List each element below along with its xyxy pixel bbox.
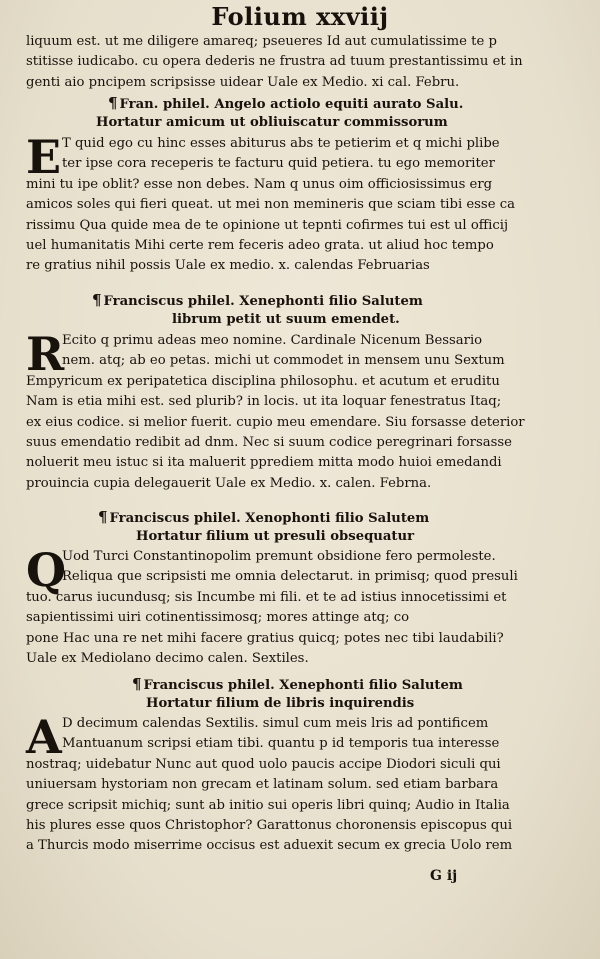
- signature-mark: G ij: [430, 868, 458, 884]
- letter-heading-2: [26, 290, 586, 331]
- salutation-text: Franciscus philel. Xenephonti filio Salutem: [103, 294, 423, 309]
- text-line: liquum est. ut me diligere amareq; pseueres Id aut cumulatissime te p: [26, 34, 497, 49]
- folio-header: Folium xxviij: [211, 2, 389, 31]
- salutation-text: Fran. philel. Angelo actiolo equiti aurato Salu.: [119, 97, 464, 112]
- salutation-text: Franciscus philel. Xenephonti filio Salutem: [143, 678, 463, 693]
- summary-line: Hortatur filium de libris inquirendis: [146, 696, 415, 712]
- summary-line: Hortatur amicum ut obliuiscatur commissorum: [96, 115, 448, 131]
- pilcrow-icon: ¶: [132, 675, 142, 693]
- initial-letter: Q: [26, 543, 67, 597]
- text-line: Uod Turci Constantinopolim premunt obsidione fero permoleste.: [62, 549, 496, 564]
- text-line: Uale ex Mediolano decimo calen. Sextiles.: [26, 650, 309, 666]
- text-line: T quid ego cu hinc esses abiturus abs te petierim et q michi plibe: [62, 136, 500, 151]
- text-line: his plures esse quos Christophor? Garattonus choronensis episcopus qui: [26, 817, 513, 833]
- text-line: pone Hac una re net mihi facere gratius quicq; potes nec tibi laudabili?: [26, 630, 504, 646]
- text-line: Nam is etia mihi est. sed plurib? in locis. ut ita loquar fenestratus Itaq;: [26, 394, 502, 410]
- text-line: Ecito q primu adeas meo nomine. Cardinale Nicenum Bessario: [62, 333, 483, 348]
- summary-line: librum petit ut suum emendet.: [172, 312, 400, 328]
- pilcrow-icon: ¶: [92, 291, 102, 309]
- text-line: Reliqua que scripsisti me omnia delectarut. in primisq; quod presuli: [62, 569, 518, 585]
- text-line: Empyricum ex peripatetica disciplina philosophu. et acutum et eruditu: [26, 373, 500, 389]
- initial-letter: A: [26, 710, 62, 764]
- text-line: genti aio pncipem scripsisse uidear Uale ex Medio. xi cal. Febru.: [26, 74, 460, 90]
- text-line: ter ipse cora receperis te facturu quid petiera. tu ego memoriter: [62, 156, 495, 172]
- summary-line: Hortatur filium ut presuli obsequatur: [136, 529, 415, 545]
- paragraph-2: [26, 130, 586, 277]
- text-line: nostraq; uidebatur Nunc aut quod uolo paucis accipe Diodori siculi qui: [26, 756, 501, 772]
- salutation-line: [26, 674, 586, 694]
- text-line: tuo. carus iucundusq; sis Incumbe mi fili. et te ad istius innocetissimi et: [26, 589, 507, 605]
- salutation-line: [26, 290, 586, 310]
- paragraph-4: [26, 543, 586, 669]
- salutation-line: [26, 93, 586, 113]
- text-line: D decimum calendas Sextilis. simul cum meis lris ad pontificem: [62, 716, 489, 731]
- text-line: suus emendatio redibit ad dnm. Nec si suum codice peregrinari forsasse: [26, 434, 512, 450]
- paragraph-5: [26, 710, 586, 857]
- text-line: sapientissimi uiri cotinentissimosq; mores attinge atq; co: [26, 610, 410, 626]
- salutation-line: [26, 507, 586, 527]
- text-line: mini tu ipe oblit? esse non debes. Nam q unus oim officiosissimus erg: [26, 176, 493, 192]
- salutation-text: Franciscus philel. Xenophonti filio Salutem: [109, 511, 430, 526]
- paragraph-3: [26, 327, 586, 494]
- letter-heading-4: [26, 674, 586, 715]
- letter-heading-3: [26, 507, 586, 548]
- initial-letter: E: [26, 130, 62, 184]
- text-line: uniuersam hystoriam non grecam et latinam solum. sed etiam barbara: [26, 777, 499, 793]
- pilcrow-icon: ¶: [108, 94, 118, 112]
- text-line: noluerit meu istuc si ita maluerit pprediem mitta modo huioi emedandi: [26, 455, 502, 471]
- text-line: uel humanitatis Mihi certe rem feceris adeo grata. ut aliud hoc tempo: [26, 237, 494, 253]
- text-line: rissimu Qua quide mea de te opinione ut tepnti cofirmes tui est ul officij: [26, 217, 509, 233]
- text-line: ex eius codice. si melior fuerit. cupio meu emendare. Siu forsasse deterior: [26, 414, 525, 430]
- text-line: re gratius nihil possis Uale ex medio. x. calendas Februarias: [26, 258, 430, 274]
- text-line: nem. atq; ab eo petas. michi ut commodet in mensem unu Sextum: [62, 353, 505, 369]
- text-line: stitisse iudicabo. cu opera dederis ne frustra ad tuum prestantissimu et in: [26, 54, 523, 70]
- pilcrow-icon: ¶: [98, 508, 108, 526]
- text-line: prouincia cupia delegauerit Uale ex Medio. x. calen. Febrna.: [26, 475, 432, 491]
- paragraph-1: [26, 32, 586, 93]
- text-line: amicos soles qui fieri queat. ut mei non memineris que sciam tibi esse ca: [26, 197, 515, 213]
- initial-letter: R: [26, 327, 65, 381]
- letter-heading-1: [26, 93, 586, 134]
- text-line: a Thurcis modo miserrime occisus est aduexit secum ex grecia Uolo rem: [26, 838, 513, 854]
- text-line: grece scripsit michiq; sunt ab initio sui operis libri quinq; Audio in Italia: [26, 797, 510, 813]
- text-line: Mantuanum scripsi etiam tibi. quantu p id temporis tua interesse: [62, 736, 500, 752]
